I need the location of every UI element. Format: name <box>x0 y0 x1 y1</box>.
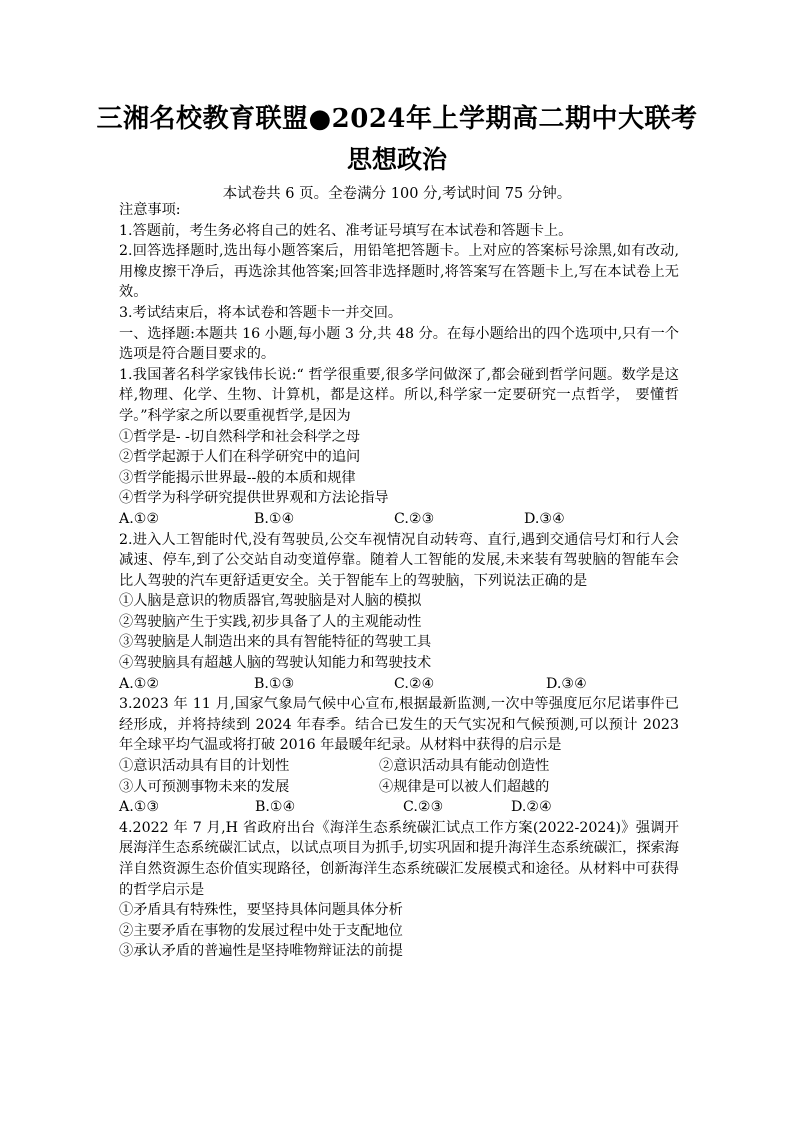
q3-option-c: C.②③ <box>403 799 444 816</box>
q1-option-b: B.①④ <box>254 510 295 527</box>
question-3-stem: 3.2023 年 11 月,国家气象局气候中心宣布,根据最新监测,一次中等强度厄尔尼诺事件已经形成，并将持续到 2024 年春季。结合已发生的天气实况和气候预测,可以预计 2023 年全球平均气温或将打破 2016 年最暖年纪录。从材料中获得的启示是 <box>119 696 679 754</box>
question-4-stem: 4.2022 年 7 月,H 省政府出台《海洋生态系统碳汇试点工作方案(2022-2024)》强调开展海洋生态系统碳汇试点，以试点项目为抓手,切实巩固和提升海洋生态系统碳汇，探索海洋自然资源生态价值实现路径，创新海洋生态系统碳汇发展模式和途径。从材料中可获得的哲学启示是 <box>119 819 679 898</box>
q3-statement-row <box>119 756 679 777</box>
q3-option-b: B.①④ <box>255 799 296 816</box>
question-2-stem: 2.进入人工智能时代,没有驾驶员,公交车视情况自动转弯、直行,遇到交通信号灯和行人会减速、停车,到了公交站自动变道停靠。随着人工智能的发展,未来装有驾驶脑的智能车会比人驾驶的汽车更舒适更安全。关于智能车上的驾驶脑，下列说法正确的是 <box>119 531 679 589</box>
q3-option-d: D.②④ <box>511 799 552 816</box>
q1-option-d: D.③④ <box>524 510 565 527</box>
q1-option-a: A.①② <box>119 510 160 527</box>
q2-statement: ③驾驶脑是人制造出来的具有智能特征的驾驶工具 <box>119 634 432 651</box>
q3-options <box>119 797 679 818</box>
q3-statement: ②意识活动具有能动创造性 <box>379 758 550 775</box>
exam-body <box>119 200 679 962</box>
notice-heading: 注意事项: <box>119 202 181 218</box>
q3-statement-row <box>119 777 679 798</box>
q3-option-a: A.①③ <box>119 799 160 816</box>
notice-item: 2.回答选择题时,选出每小题答案后，用铅笔把答题卡。上对应的答案标号涂黑,如有改动,用橡皮擦干净后，再选涂其他答案;回答非选择题时,将答案写在答题卡上,写在本试卷上无效。 <box>119 243 679 301</box>
q2-option-d: D.③④ <box>546 675 587 692</box>
exam-title: 三湘名校教育联盟●2024年上学期高二期中大联考 <box>96 104 698 134</box>
q1-statement: ④哲学为科学研究提供世界观和方法论指导 <box>119 490 389 507</box>
q2-statement: ④驾驶脑具有超越人脑的驾驶认知能力和驾驶技术 <box>119 655 432 672</box>
notice-item: 1.答题前，考生务必将自己的姓名、准考证号填写在本试卷和答题卡上。 <box>119 222 573 239</box>
q2-statement: ②驾驶脑产生于实践,初步具备了人的主观能动性 <box>119 613 422 630</box>
q1-statement: ③哲学能揭示世界最--般的本质和规律 <box>119 469 356 486</box>
q3-statement: ③人可预测事物未来的发展 <box>119 778 290 795</box>
q1-statement: ②哲学起源于人们在科学研究中的追问 <box>119 449 361 466</box>
q2-option-a: A.①② <box>119 675 160 692</box>
q1-option-c: C.②③ <box>394 510 435 527</box>
notice-item: 3.考试结束后，将本试卷和答题卡一并交回。 <box>119 304 403 321</box>
section-heading: 一、选择题:本题共 16 小题,每小题 3 分,共 48 分。在每小题给出的四个选项中,只有一个选项是符合题目要求的。 <box>119 325 679 363</box>
q4-statement: ②主要矛盾在事物的发展过程中处于支配地位 <box>119 922 403 939</box>
q2-options <box>119 674 679 695</box>
question-1-stem: 1.我国著名科学家钱伟长说:“ 哲学很重要,很多学问做深了,都会碰到哲学问题。数学是这样,物理、化学、生物、计算机，都是这样。所以,科学家一定要研究一点哲学， 要懂哲学。”科学家之所以要重视哲学,是因为 <box>119 366 679 424</box>
q1-options <box>119 509 679 530</box>
exam-intro: 本试卷共 6 页。全卷满分 100 分,考试时间 75 分钟。 <box>222 186 572 202</box>
q3-statement: ①意识活动具有目的计划性 <box>119 758 290 775</box>
q4-statement: ③承认矛盾的普遍性是坚持唯物辩证法的前提 <box>119 943 403 960</box>
q3-statement: ④规律是可以被人们超越的 <box>379 778 550 795</box>
q1-statement: ①哲学是- -切自然科学和社会科学之母 <box>119 428 361 445</box>
q2-statement: ①人脑是意识的物质器官,驾驶脑是对人脑的模拟 <box>119 593 422 610</box>
q2-option-c: C.②④ <box>394 675 435 692</box>
q2-option-b: B.①③ <box>254 675 295 692</box>
q4-statement: ①矛盾具有特殊性，要坚持具体问题具体分析 <box>119 902 403 919</box>
subject-title: 思想政治 <box>346 145 447 174</box>
